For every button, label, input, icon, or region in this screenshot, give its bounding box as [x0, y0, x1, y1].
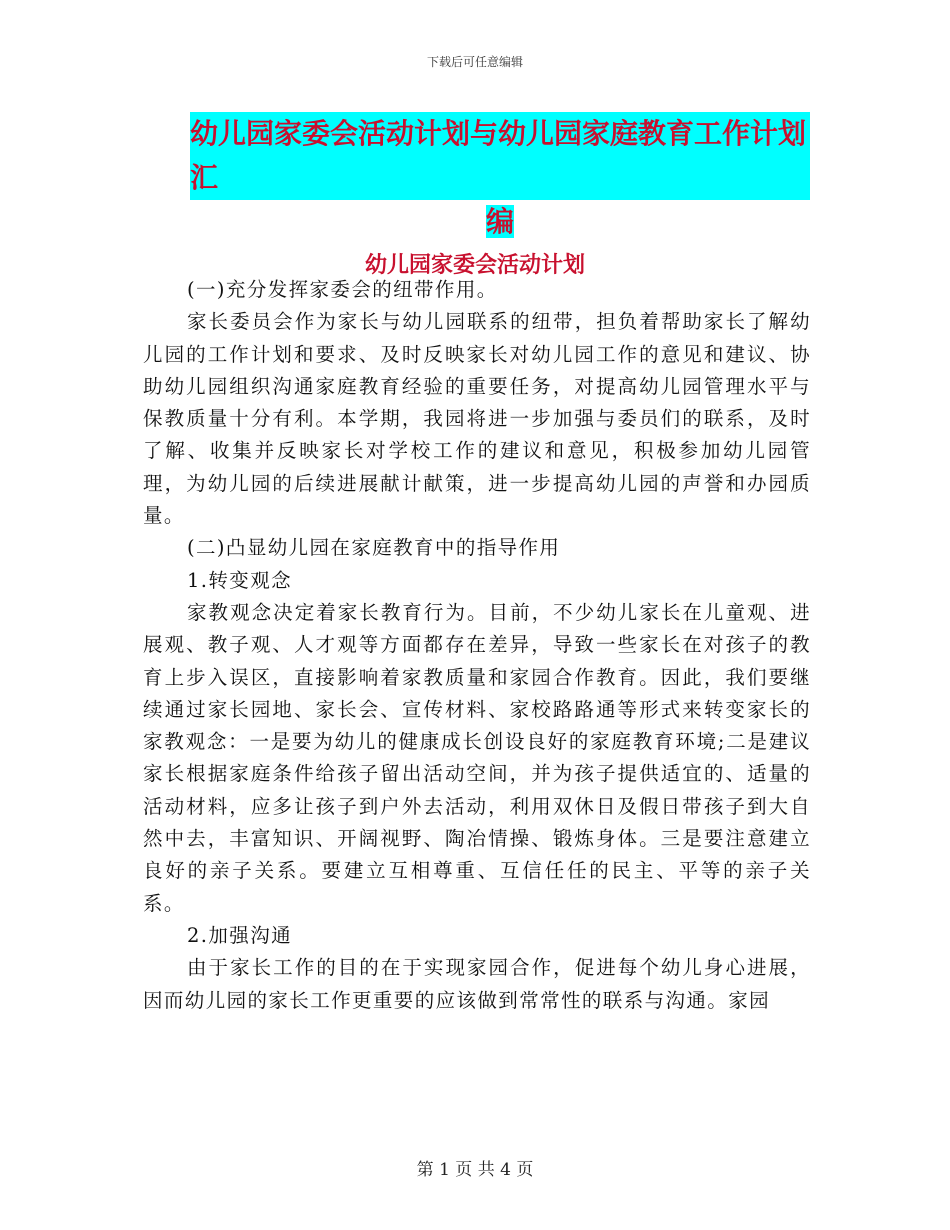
paragraph-heading-1: (一)充分发挥家委会的纽带作用。: [187, 278, 498, 301]
paragraph-heading-2: (二)凸显幼儿园在家庭教育中的指导作用: [187, 536, 561, 560]
subheading-2: 2.加强沟通: [187, 923, 293, 947]
subheading-1: 1.转变观念: [187, 568, 293, 592]
section-title: 幼儿园家委会活动计划: [364, 253, 585, 278]
document-title: [190, 112, 810, 244]
page-header-note: 下载后可任意编辑: [426, 55, 523, 69]
document-body: [143, 274, 811, 1017]
page-number: 第 1 页 共 4 页: [416, 1160, 534, 1180]
document-title-line-2: 编: [485, 205, 514, 238]
paragraph: 家教观念决定着家长教育行为。目前，不少幼儿家长在儿童观、进展观、教子观、人才观等方面都存在差异，导致一些家长在对孩子的教育上步入误区，直接影响着家教质量和家园合作教育。因此，我们要继续通过家长园地、家长会、宣传材料、家校路路通等形式来转变家长的家教观念：一是要为幼儿的健康成长创设良好的家庭教育环境;二是建议家长根据家庭条件给孩子留出活动空间，并为孩子提供适宜的、适量的活动材料，应多让孩子到户外去活动，利用双休日及假日带孩子到大自然中去，丰富知识、开阔视野、陶冶情操、锻炼身体。三是要注意建立良好的亲子关系。要建立互相尊重、互信任任的民主、平等的亲子关系。: [143, 600, 811, 915]
paragraph: 由于家长工作的目的在于实现家园合作，促进每个幼儿身心进展，因而幼儿园的家长工作更重要的应该做到常常性的联系与沟通。家园: [143, 956, 811, 1012]
document-title-line-1: 幼儿园家委会活动计划与幼儿园家庭教育工作计划汇: [190, 117, 807, 194]
paragraph: 家长委员会作为家长与幼儿园联系的纽带，担负着帮助家长了解幼儿园的工作计划和要求、及时反映家长对幼儿园工作的意见和建议、协助幼儿园组织沟通家庭教育经验的重要任务，对提高幼儿园管理水平与保教质量十分有利。本学期，我园将进一步加强与委员们的联系，及时了解、收集并反映家长对学校工作的建议和意见，积极参加幼儿园管理，为幼儿园的后续进展献计献策，进一步提高幼儿园的声誉和办园质量。: [143, 310, 811, 528]
